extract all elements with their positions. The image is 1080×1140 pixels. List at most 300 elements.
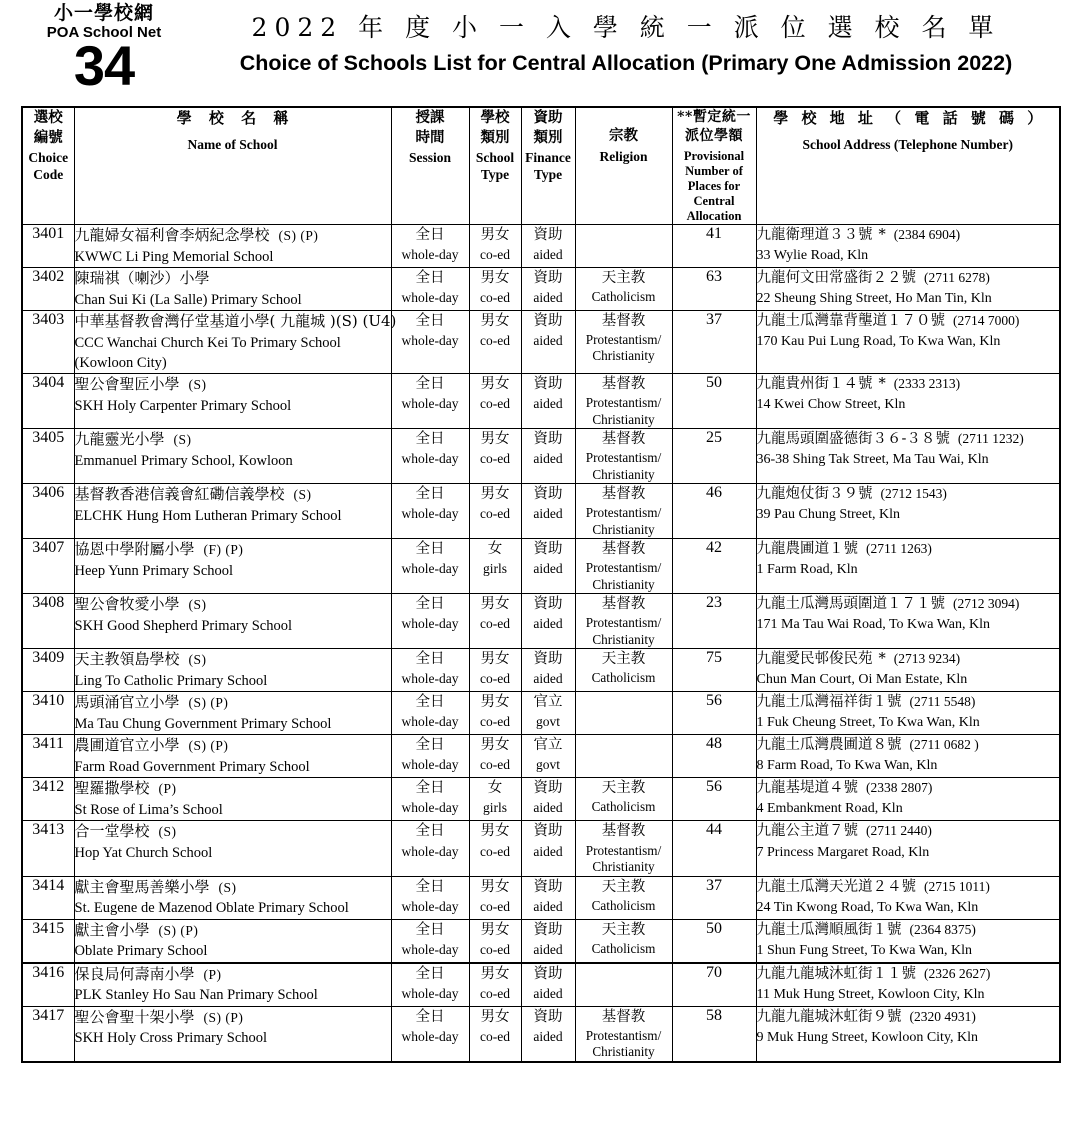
cell-school-address (756, 484, 1060, 539)
finance-type-value-en: aided (533, 396, 563, 412)
religion-value-en-line2: Christianity (592, 1044, 655, 1060)
col-header-religion (575, 107, 672, 224)
cell-session (391, 539, 469, 594)
cell-choice-code: 3408 (22, 594, 74, 649)
cell-finance-type (521, 374, 575, 429)
session-value-en: whole-day (401, 451, 459, 467)
page-header (0, 0, 1080, 103)
telephone-number: (2711 5548) (909, 694, 976, 710)
religion-value-en-line2: Christianity (592, 466, 655, 482)
cell-session (391, 267, 469, 310)
telephone-number: (2714 7000) (953, 312, 1020, 328)
cell-choice-code: 3414 (22, 876, 74, 919)
religion-value-en: Protestantism/ (585, 560, 662, 576)
cell-provisional-places: 41 (672, 224, 756, 267)
finance-type-value-en: aided (533, 985, 563, 1001)
school-address-value-en: Chun Man Court, Oi Man Estate, Kln (756, 672, 968, 688)
telephone-number: (2712 1543) (880, 486, 947, 502)
table-row (22, 963, 1060, 1007)
religion-value-en: Catholicism (591, 799, 656, 815)
table-row (22, 1006, 1060, 1062)
session-value-en: whole-day (401, 561, 459, 577)
school-name-en: Emmanuel Primary School, Kowloon (74, 452, 293, 469)
cell-choice-code: 3405 (22, 429, 74, 484)
cell-finance-type (521, 735, 575, 778)
school-name-en: Ling To Catholic Primary School (74, 673, 268, 690)
school-name-en: ELCHK Hung Hom Lutheran Primary School (74, 508, 342, 524)
finance-type-value-cn: 資助 (533, 878, 563, 895)
school-address-value-en: 14 Kwei Chow Street, Kln (756, 397, 906, 413)
school-type-en-1: School (475, 150, 515, 166)
school-name-suffix: (S) (188, 377, 207, 393)
table-row (22, 649, 1060, 692)
cell-school-address (756, 594, 1060, 649)
cell-religion (575, 821, 672, 876)
school-type-value-cn: 男女 (480, 376, 510, 393)
table-row (22, 692, 1060, 735)
finance-type-value-en: aided (533, 246, 563, 262)
school-address-value-en: 33 Wylie Road, Kln (756, 247, 869, 263)
table-row (22, 919, 1060, 963)
table-row (22, 735, 1060, 778)
school-name-suffix: (S) (218, 879, 237, 895)
religion-value-en: Protestantism/ (585, 842, 662, 858)
finance-type-value-cn: 官立 (533, 737, 563, 754)
school-type-value-cn: 男女 (480, 823, 510, 840)
cell-provisional-places: 63 (672, 267, 756, 310)
cell-school-address (756, 821, 1060, 876)
address-asterisk: * (878, 226, 886, 243)
finance-type-value-en: govt (535, 757, 560, 773)
telephone-number: (2333 2313) (893, 376, 961, 392)
cell-school-address (756, 735, 1060, 778)
table-row (22, 821, 1060, 876)
school-type-value-en: co-ed (480, 985, 510, 1001)
table-body (22, 224, 1060, 1061)
school-type-cn-2: 類別 (480, 128, 510, 146)
session-value-cn: 全日 (415, 541, 445, 558)
cell-school-type (469, 876, 521, 919)
religion-value-cn: 基督教 (601, 541, 646, 558)
cell-choice-code: 3410 (22, 692, 74, 735)
cell-school-name (74, 429, 391, 484)
finance-type-value-en: aided (533, 843, 563, 859)
session-value-en: whole-day (401, 985, 459, 1001)
cell-school-type (469, 735, 521, 778)
school-name-en: Farm Road Government Primary School (74, 759, 310, 776)
telephone-number: (2711 6278) (924, 269, 990, 285)
cell-finance-type (521, 821, 575, 876)
session-value-en: whole-day (401, 757, 459, 773)
finance-type-value-cn: 資助 (533, 780, 563, 797)
session-value-cn: 全日 (415, 376, 445, 393)
school-type-value-cn: 男女 (480, 694, 510, 711)
cell-school-address (756, 876, 1060, 919)
cell-choice-code: 3413 (22, 821, 74, 876)
cell-provisional-places: 48 (672, 735, 756, 778)
cell-session (391, 594, 469, 649)
school-address-value-cn: 九龍衛理道３３號 * (2384 6904) (756, 226, 961, 243)
cell-session (391, 310, 469, 373)
finance-type-value-en: aided (533, 506, 563, 522)
choice-code-cn-2: 編號 (33, 128, 63, 146)
session-value-cn: 全日 (415, 694, 445, 711)
session-value-en: whole-day (401, 843, 459, 859)
religion-value-en-line2: Christianity (592, 521, 655, 537)
cell-school-name (74, 649, 391, 692)
session-value-en: whole-day (401, 616, 459, 632)
school-type-value-cn: 男女 (480, 596, 510, 613)
cell-choice-code: 3411 (22, 735, 74, 778)
cell-session (391, 224, 469, 267)
cell-provisional-places: 50 (672, 374, 756, 429)
cell-session (391, 692, 469, 735)
session-value-cn: 全日 (415, 780, 445, 797)
page-title-cn: 2022 年 度 小 一 入 學 統 一 派 位 選 校 名 單 (251, 13, 1001, 42)
school-net-label-en: POA School Net (46, 23, 162, 41)
page-title (180, 12, 1072, 78)
school-address-value-en: 1 Shun Fung Street, To Kwa Wan, Kln (756, 942, 973, 958)
religion-value-cn: 天主教 (601, 921, 646, 938)
cell-provisional-places: 56 (672, 692, 756, 735)
telephone-number: (2711 1263) (866, 541, 932, 557)
finance-type-value-en: aided (533, 561, 563, 577)
school-type-value-en: co-ed (480, 898, 510, 914)
cell-school-name (74, 594, 391, 649)
school-type-value-cn: 女 (487, 541, 503, 558)
cell-finance-type (521, 484, 575, 539)
cell-school-type (469, 778, 521, 821)
school-address-value-cn: 九龍土瓜灣天光道２４號 (2715 1011) (756, 878, 990, 895)
cell-session (391, 876, 469, 919)
cell-choice-code: 3417 (22, 1006, 74, 1062)
school-address-value-cn: 九龍九龍城沐虹街９號 (2320 4931) (756, 1008, 976, 1025)
cell-session (391, 735, 469, 778)
cell-school-address (756, 778, 1060, 821)
school-type-value-en: co-ed (480, 396, 510, 412)
session-value-cn: 全日 (415, 226, 445, 243)
cell-religion (575, 429, 672, 484)
table-row (22, 876, 1060, 919)
religion-value-en: Protestantism/ (585, 395, 662, 411)
places-cn-1: **暫定統一 (677, 109, 751, 125)
school-name-en: Heep Yunn Primary School (74, 563, 234, 580)
cell-session (391, 778, 469, 821)
school-name-cn: 保良局何壽南小學 (P) (74, 964, 222, 983)
cell-school-address (756, 539, 1060, 594)
finance-type-value-en: aided (533, 941, 563, 957)
school-name-suffix: (S) (188, 652, 207, 668)
school-name-suffix: (S) (P) (278, 227, 319, 243)
places-en-1: Provisional (683, 148, 745, 163)
cell-finance-type (521, 963, 575, 1007)
cell-finance-type (521, 919, 575, 963)
school-name-en: Ma Tau Chung Government Primary School (74, 716, 332, 733)
places-en-5: Allocation (686, 208, 742, 223)
finance-type-value-cn: 資助 (533, 269, 563, 286)
cell-finance-type (521, 539, 575, 594)
cell-religion (575, 963, 672, 1007)
session-value-cn: 全日 (415, 486, 445, 503)
cell-school-name (74, 267, 391, 310)
school-name-cn: 九龍婦女福利會李炳紀念學校 (S) (P) (74, 225, 319, 244)
finance-type-value-cn: 資助 (533, 486, 563, 503)
school-address-value-cn: 九龍貴州街１４號 * (2333 2313) (756, 376, 961, 393)
religion-value-en: Catholicism (591, 940, 656, 956)
religion-value-en: Protestantism/ (585, 1027, 662, 1043)
school-address-value-cn: 九龍土瓜灣農圃道８號 (2711 0682 ) (756, 737, 979, 754)
school-net-number: 34 (73, 34, 135, 98)
cell-school-address (756, 429, 1060, 484)
session-value-cn: 全日 (415, 431, 445, 448)
cell-finance-type (521, 429, 575, 484)
cell-finance-type (521, 1006, 575, 1062)
religion-value-cn: 天主教 (601, 651, 646, 668)
finance-type-value-cn: 資助 (533, 431, 563, 448)
finance-type-value-cn: 資助 (533, 823, 563, 840)
cell-school-type (469, 484, 521, 539)
school-net-badge (24, 2, 184, 98)
cell-religion (575, 267, 672, 310)
cell-provisional-places: 23 (672, 594, 756, 649)
cell-provisional-places: 44 (672, 821, 756, 876)
school-name-cn: 中華基督教會灣仔堂基道小學( 九龍城 )(S) (U4) (74, 311, 397, 330)
religion-value-cn: 基督教 (601, 431, 646, 448)
cell-finance-type (521, 267, 575, 310)
cell-religion (575, 224, 672, 267)
school-name-en: PLK Stanley Ho Sau Nan Primary School (74, 987, 318, 1004)
religion-value-en: Protestantism/ (585, 331, 662, 347)
school-address-value-cn: 九龍土瓜灣馬頭圍道１７１號 (2712 3094) (756, 596, 1020, 613)
session-cn-1: 授課 (415, 109, 445, 126)
religion-value-en: Protestantism/ (585, 450, 662, 466)
school-name-suffix: (S) (173, 432, 192, 448)
cell-school-address (756, 649, 1060, 692)
cell-religion (575, 692, 672, 735)
cell-choice-code: 3407 (22, 539, 74, 594)
finance-type-value-cn: 資助 (533, 312, 563, 329)
religion-value-en: Catholicism (591, 897, 656, 913)
school-type-value-cn: 男女 (480, 312, 510, 329)
col-header-finance-type (521, 107, 575, 224)
address-asterisk: * (878, 376, 886, 393)
religion-value-en-line2: Christianity (592, 631, 655, 647)
school-type-value-en: co-ed (480, 1028, 510, 1044)
school-address-value-cn: 九龍農圃道１號 (2711 1263) (756, 541, 932, 558)
school-name-cn: 天主教領島學校 (S) (74, 650, 207, 669)
school-address-value-cn: 九龍何文田常盛街２２號 (2711 6278) (756, 269, 990, 286)
cell-religion (575, 594, 672, 649)
religion-value-en: Protestantism/ (585, 615, 662, 631)
school-name-suffix: (P) (158, 781, 177, 797)
school-address-value-cn: 九龍馬頭圍盛德街３６-３８號 (2711 1232) (756, 431, 1024, 448)
cell-school-name (74, 692, 391, 735)
cell-school-type (469, 649, 521, 692)
school-name-suffix: (S) (293, 487, 312, 503)
session-value-en: whole-day (401, 1028, 459, 1044)
school-name-en: SKH Holy Cross Primary School (74, 1030, 268, 1047)
school-address-value-cn: 九龍土瓜灣靠背壟道１７０號 (2714 7000) (756, 312, 1020, 329)
table-header (22, 107, 1060, 224)
col-header-session (391, 107, 469, 224)
cell-school-type (469, 374, 521, 429)
school-name-cn: 九龍靈光小學 (S) (74, 430, 192, 449)
school-type-value-en: girls (482, 561, 507, 577)
finance-type-value-en: aided (533, 289, 563, 305)
school-name-en: Hop Yat Church School (74, 845, 213, 862)
school-name-suffix: (S) (P) (188, 695, 229, 711)
school-name-cn: 聖公會聖十架小學 (S) (P) (74, 1007, 244, 1026)
session-value-cn: 全日 (415, 737, 445, 754)
cell-school-type (469, 821, 521, 876)
telephone-number: (2320 4931) (909, 1008, 976, 1024)
finance-type-value-en: aided (533, 451, 563, 467)
school-address-value-en: 39 Pau Chung Street, Kln (756, 507, 900, 523)
finance-type-value-cn: 資助 (533, 596, 563, 613)
school-type-value-cn: 男女 (480, 431, 510, 448)
school-address-value-en: 4 Embankment Road, Kln (756, 801, 903, 817)
school-type-value-cn: 男女 (480, 965, 510, 982)
school-address-value-en: 24 Tin Kwong Road, To Kwa Wan, Kln (756, 899, 979, 915)
school-type-value-en: co-ed (480, 506, 510, 522)
session-value-en: whole-day (401, 800, 459, 816)
school-address-value-en: 36-38 Shing Tak Street, Ma Tau Wai, Kln (756, 452, 989, 468)
cell-school-address (756, 1006, 1060, 1062)
school-address-value-en: 171 Ma Tau Wai Road, To Kwa Wan, Kln (756, 617, 991, 633)
religion-value-en-line2: Christianity (592, 576, 655, 592)
finance-type-value-en: aided (533, 898, 563, 914)
religion-value-en-line2: Christianity (592, 859, 655, 874)
religion-cn: 宗教 (609, 127, 638, 144)
school-address-value-cn: 九龍公主道７號 (2711 2440) (756, 823, 932, 840)
cell-religion (575, 374, 672, 429)
telephone-number: (2338 2807) (866, 780, 933, 796)
school-type-value-cn: 女 (487, 780, 503, 797)
finance-type-value-cn: 資助 (533, 651, 563, 668)
religion-value-cn: 天主教 (601, 269, 646, 286)
religion-en: Religion (599, 148, 648, 164)
cell-provisional-places: 42 (672, 539, 756, 594)
school-name-cn: 聖公會牧愛小學 (S) (74, 595, 207, 614)
cell-provisional-places: 50 (672, 919, 756, 963)
school-name-en: St Rose of Lima’s School (74, 802, 223, 819)
cell-school-name (74, 876, 391, 919)
finance-type-value-cn: 官立 (533, 694, 563, 711)
cell-session (391, 429, 469, 484)
religion-value-en-line2: Christianity (592, 411, 655, 427)
religion-value-en: Protestantism/ (585, 505, 662, 521)
school-type-value-en: co-ed (480, 757, 510, 773)
school-name-cn: 獻主會聖馬善樂小學 (S) (74, 877, 237, 896)
school-name-suffix: (F) (P) (203, 542, 244, 558)
school-name-cn: 聖公會聖匠小學 (S) (74, 375, 207, 394)
finance-type-value-cn: 資助 (533, 376, 563, 393)
finance-type-value-en: aided (533, 332, 563, 348)
table-row (22, 374, 1060, 429)
cell-school-type (469, 1006, 521, 1062)
places-en-2: Number of (685, 163, 743, 178)
schools-table (21, 106, 1061, 1063)
session-value-cn: 全日 (415, 596, 445, 613)
cell-school-type (469, 224, 521, 267)
page-title-en: Choice of Schools List for Central Allocation (Primary One Admission 2022) (239, 51, 1013, 76)
cell-choice-code: 3415 (22, 919, 74, 963)
finance-type-en-2: Type (533, 166, 563, 182)
cell-finance-type (521, 224, 575, 267)
school-type-value-en: co-ed (480, 671, 510, 687)
school-type-value-en: co-ed (480, 941, 510, 957)
cell-finance-type (521, 649, 575, 692)
table-row (22, 484, 1060, 539)
school-net-label-cn: 小一學校網 (53, 2, 154, 24)
cell-choice-code: 3401 (22, 224, 74, 267)
session-value-en: whole-day (401, 714, 459, 730)
school-address-value-en: 1 Farm Road, Kln (756, 562, 858, 578)
session-en: Session (408, 150, 452, 166)
cell-religion (575, 735, 672, 778)
religion-value-en: Catholicism (591, 670, 656, 686)
cell-religion (575, 649, 672, 692)
choice-code-cn-1: 選校 (33, 109, 63, 126)
school-address-value-cn: 九龍基堤道４號 (2338 2807) (756, 780, 933, 797)
table-row (22, 539, 1060, 594)
cell-school-name (74, 310, 397, 373)
cell-school-address (756, 919, 1060, 963)
school-type-value-cn: 男女 (480, 921, 510, 938)
session-value-cn: 全日 (415, 269, 445, 286)
school-type-en-2: Type (480, 166, 510, 182)
telephone-number: (2364 8375) (909, 921, 976, 937)
cell-school-address (756, 374, 1060, 429)
cell-religion (575, 876, 672, 919)
cell-school-name (74, 821, 391, 876)
cell-session (391, 649, 469, 692)
session-value-cn: 全日 (415, 823, 445, 840)
school-type-value-en: co-ed (480, 246, 510, 262)
session-value-cn: 全日 (415, 312, 445, 329)
session-value-en: whole-day (401, 332, 459, 348)
telephone-number: (2712 3094) (953, 596, 1020, 612)
school-name-en: SKH Good Shepherd Primary School (74, 618, 292, 635)
school-type-value-en: co-ed (480, 616, 510, 632)
school-type-value-cn: 男女 (480, 651, 510, 668)
cell-school-type (469, 692, 521, 735)
school-type-value-en: girls (482, 800, 507, 816)
address-asterisk: * (878, 651, 886, 668)
school-type-value-en: co-ed (480, 843, 510, 859)
school-address-value-cn: 九龍土瓜灣福祥街１號 (2711 5548) (756, 694, 976, 711)
cell-choice-code: 3412 (22, 778, 74, 821)
school-name-suffix: (S) (P) (158, 922, 199, 938)
col-header-school-address (756, 107, 1060, 224)
cell-school-type (469, 919, 521, 963)
cell-provisional-places: 37 (672, 876, 756, 919)
col-header-name-of-school (74, 107, 391, 224)
finance-type-value-cn: 資助 (533, 541, 563, 558)
school-name-suffix: (S) (P) (203, 1009, 244, 1025)
finance-type-en-1: Finance (525, 150, 571, 166)
school-address-value-en: 1 Fuk Cheung Street, To Kwa Wan, Kln (756, 715, 980, 731)
cell-school-type (469, 963, 521, 1007)
cell-school-address (756, 692, 1060, 735)
cell-session (391, 484, 469, 539)
session-value-en: whole-day (401, 246, 459, 262)
school-type-value-en: co-ed (480, 714, 510, 730)
school-name-cn: 聖羅撒學校 (P) (74, 779, 177, 798)
school-name-en: SKH Holy Carpenter Primary School (74, 397, 292, 414)
session-value-en: whole-day (401, 941, 459, 957)
cell-school-type (469, 267, 521, 310)
